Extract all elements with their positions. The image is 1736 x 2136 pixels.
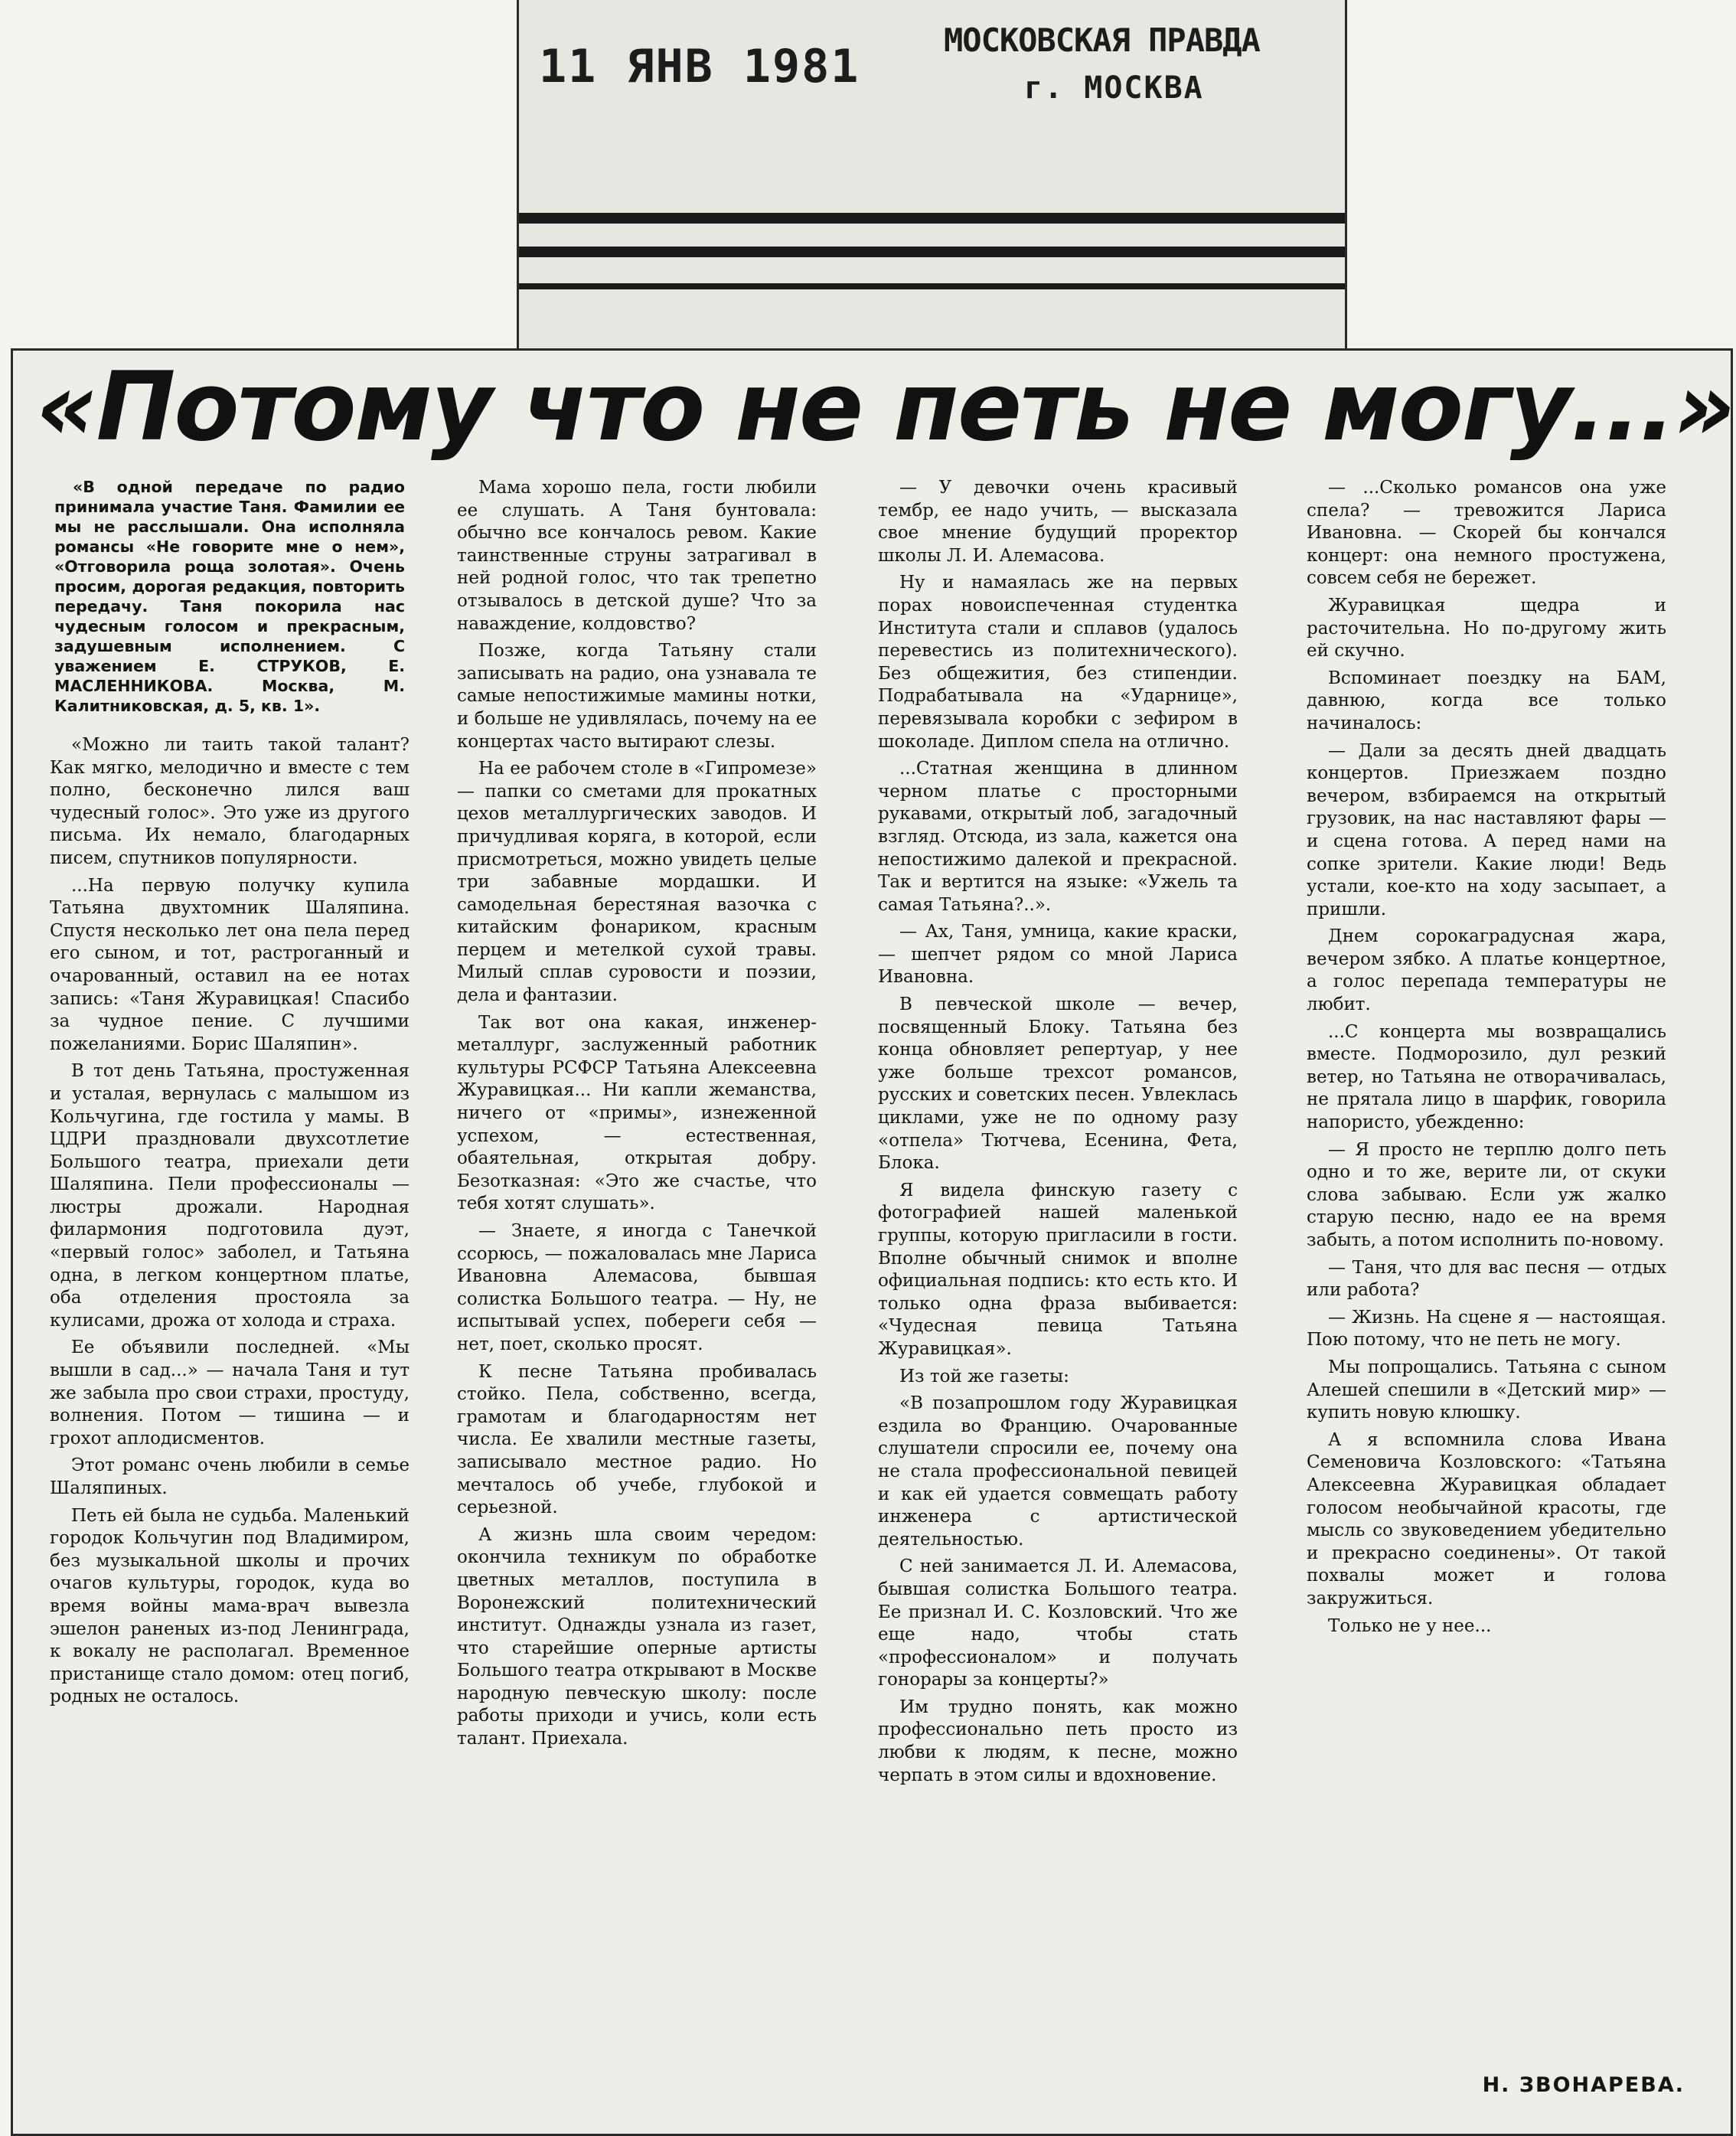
paragraph: ...Статная женщина в длинном черном платье с просторными рукавами, открытый лоб, загадочный взгляд. Отсюда, из зала, кажется она непостижимо далекой и прекрасной. Так и вертится на языке: «Ужель та самая Татьяна?..».	[878, 759, 1238, 915]
text-column-4	[1307, 477, 1666, 1642]
paragraph: Ее объявили последней. «Мы вышли в сад...» — начала Таня и тут же забыла про свои страхи, простуду, волнения. Потом — тишина — и грохот аплодисментов.	[50, 1337, 410, 1448]
paragraph: А жизнь шла своим чередом: окончила техникум по обработке цветных металлов, поступила в Воронежский политехнический институт. Однажды узнала из газет, что старейшие оперные артисты Большого театра открывают в Москве народную певческую школу: после работы приходи и учись, коли есть талант. Приехала.	[457, 1524, 817, 1749]
paragraph: Им трудно понять, как можно профессионально петь просто из любви к людям, к песне, можно черпать в этом силы и вдохновение.	[878, 1697, 1238, 1785]
paragraph: Мы попрощались. Татьяна с сыном Алешей спешили в «Детский мир» — купить новую клюшку.	[1307, 1357, 1666, 1423]
divider-rule	[519, 283, 1345, 289]
text-column-3	[878, 477, 1238, 1791]
paragraph: — ...Сколько романсов она уже спела? — тревожится Лариса Ивановна. — Скорей бы кончался концерт: она немного простужена, совсем себя не бережет.	[1307, 478, 1666, 589]
paragraph: Этот романс очень любили в семье Шаляпиных.	[50, 1455, 410, 1498]
paragraph: ...С концерта мы возвращались вместе. Подморозило, дул резкий ветер, но Татьяна не отворачивалась, не прятала лицо в шарфик, говорила напористо, убежденно:	[1307, 1021, 1666, 1133]
paragraph: «В позапрошлом году Журавицкая ездила во Францию. Очарованные слушатели спросили ее, почему она не стала профессиональной певицей и как ей удается совмещать работу инженера с артистической деятельностью.	[878, 1393, 1238, 1550]
paragraph: Мама хорошо пела, гости любили ее слушать. А Таня бунтовала: обычно все кончалось ревом. Какие таинственные струны затрагивал в ней родной голос, что так трепетно отзывалось в детской душе? Что за наваждение, колдовство?	[457, 478, 817, 634]
paragraph: На ее рабочем столе в «Гипромезе» — папки со сметами для прокатных цехов металлургических заводов. И причудливая коряга, в которой, если присмотреться, можно увидеть целые три забавные мордашки. И самодельная берестяная вазочка с китайским фонариком, красным перцем и метелкой сухой травы. Милый сплав суровости и поэзии, дела и фантазии.	[457, 759, 817, 1006]
paragraph: К песне Татьяна пробивалась стойко. Пела, собственно, всегда, грамотам и благодарностям нет числа. Ее хвалили местные газеты, записывало местное радио. Но мечталось об учебе, глубокой и серьезной.	[457, 1361, 817, 1518]
paragraph: — Ах, Таня, умница, какие краски, — шепчет рядом со мной Лариса Ивановна.	[878, 922, 1238, 988]
paragraph: Только не у нее...	[1328, 1615, 1492, 1636]
paragraph: Петь ей была не судьба. Маленький городок Кольчугин под Владимиром, без музыкальной школы и прочих очагов культуры, городок, куда во время войны мама-врач вывезла эшелон раненых из-под Ленинграда, к вокалу не располагал. Временное пристанище стало домом: отец погиб, родных не осталось.	[50, 1505, 410, 1707]
paragraph: В тот день Татьяна, простуженная и усталая, вернулась с малышом из Кольчугина, где гостила у мамы. В ЦДРИ праздновали двухсотлетие Большого театра, приехали дети Шаляпина. Пели профессионалы — люстры дрожали. Народная филармония подготовила дуэт, «первый голос» заболел, и Татьяна одна, в легком концертном платье, оба отделения простояла за кулисами, дрожа от холода и страха.	[50, 1061, 410, 1331]
paragraph: — Я просто не терплю долго петь одно и то же, верите ли, от скуки слова забываю. Если уж жалко старую песню, надо ее на время забыть, а потом исполнить по-новому.	[1307, 1139, 1666, 1250]
divider-rule	[519, 247, 1345, 257]
stamp-newspaper-name: МОСКОВСКАЯ ПРАВДА	[944, 21, 1260, 59]
lead-letter	[50, 477, 410, 716]
lead-letter-text: «В одной передаче по радио принимала участие Таня. Фамилии ее мы не расслышали. Она исполняла романсы «Не говорите мне о нем», «Отговорила роща золотая». Очень просим, дорогая редакция, повторить передачу. Таня покорила нас чудесным голосом и прекрасным, задушевным исполнением. С уважением Е. СТРУКОВ, Е. МАСЛЕННИКОВА. Москва, М. Калитниковская, д. 5, кв. 1».	[54, 478, 405, 715]
paragraph: Так вот она какая, инженер-металлург, заслуженный работник культуры РСФСР Татьяна Алексеевна Журавицкая... Ни капли жеманства, ничего от «примы», изнеженной успехом, — естественная, обаятельная, открытая добру. Безотказная: «Это же счастье, что тебя хотят слушать».	[457, 1012, 817, 1214]
text-column-1	[50, 477, 410, 1713]
paragraph: С ней занимается Л. И. Алемасова, бывшая солистка Большого театра. Ее признал И. С. Козловский. Что же еще надо, чтобы стать «профессионалом» и получать гонорары за концерты?»	[878, 1556, 1238, 1690]
paragraph: — Знаете, я иногда с Танечкой ссорюсь, — пожаловалась мне Лариса Ивановна Алемасова, бывшая солистка Большого театра. — Ну, не испытывай успех, побереги себя — нет, поет, сколько просят.	[457, 1221, 817, 1354]
newspaper-clipping	[11, 348, 1733, 2136]
paragraph: «Можно ли таить такой талант? Как мягко, мелодично и вместе с тем полно, бесконечно лился ваш чудесный голос». Это уже из другого письма. Их немало, благодарных писем, спутников популярности.	[50, 735, 410, 868]
paragraph: А я вспомнила слова Ивана Семеновича Козловского: «Татьяна Алексеевна Журавицкая обладает голосом необычайной красоты, где мысль со звуковедением убедительно и прекрасно соединены». От такой похвалы может и голова закружиться.	[1307, 1429, 1666, 1609]
paragraph: ...На первую получку купила Татьяна двухтомник Шаляпина. Спустя несколько лет она пела перед его сыном, и тот, растроганный и очарованный, оставил на ее нотах запись: «Таня Журавицкая! Спасибо за чудное пение. С лучшими пожеланиями. Борис Шаляпин».	[50, 875, 410, 1054]
stamp-date: 11 ЯНВ 1981	[539, 40, 860, 93]
paragraph: Журавицкая щедра и расточительна. Но по-другому жить ей скучно.	[1307, 595, 1666, 661]
paragraph: — Дали за десять дней двадцать концертов. Приезжаем поздно вечером, взбираемся на открытый грузовик, на нас наставляют фары — и сцена готова. А перед нами на сопке зрители. Какие люди! Ведь устали, кое-кто на ходу засыпает, а пришли.	[1307, 740, 1666, 919]
paragraph: Днем сорокаградусная жара, вечером зябко. А платье концертное, а голос перепада температуры не любит.	[1307, 926, 1666, 1015]
text-column-2	[457, 477, 817, 1756]
paragraph: — Жизнь. На сцене я — настоящая. Пою потому, что не петь не могу.	[1307, 1307, 1666, 1351]
paragraph: Ну и намаялась же на первых порах новоиспеченная студентка Института стали и сплавов (удалось перевестись из политехнического). Без общежития, без стипендии. Подрабатывала на «Ударнице», перевязывала коробки с зефиром в шоколаде. Диплом спела на отлично.	[878, 573, 1238, 752]
author-signature: Н. ЗВОНАРЕВА.	[1482, 2073, 1685, 2097]
divider-rule	[519, 213, 1345, 224]
paragraph: — У девочки очень красивый тембр, ее надо учить, — высказала свое мнение будущий проректор школы Л. И. Алемасова.	[878, 478, 1238, 566]
paragraph: Вспоминает поездку на БАМ, давнюю, когда все только начиналось:	[1307, 668, 1666, 733]
paragraph: Из той же газеты:	[899, 1366, 1069, 1386]
paragraph: — Таня, что для вас песня — отдых или работа?	[1307, 1257, 1666, 1301]
paragraph: В певческой школе — вечер, посвященный Блоку. Татьяна без конца обновляет репертуар, у нее уже больше трехсот романсов, русских и советских песен. Увлеклась циклами, уже не по одному разу «отпела» Тютчева, Есенина, Фета, Блока.	[878, 995, 1238, 1174]
clipping-stamp-header	[517, 0, 1347, 352]
article-headline: «Потому что не петь не могу...»	[36, 352, 1734, 462]
paragraph: Я видела финскую газету с фотографией нашей маленькой группы, которую пригласили в гости. Вполне обычный снимок и вполне официальная подпись: кто есть кто. И только одна фраза выбивается: «Чудесная певица Татьяна Журавицкая».	[878, 1180, 1238, 1359]
paragraph: Позже, когда Татьяну стали записывать на радио, она узнавала те самые непостижимые мамины нотки, и больше не удивлялась, почему на ее концертах часто вытирают слезы.	[457, 641, 817, 752]
stamp-city: г. МОСКВА	[1024, 70, 1204, 106]
